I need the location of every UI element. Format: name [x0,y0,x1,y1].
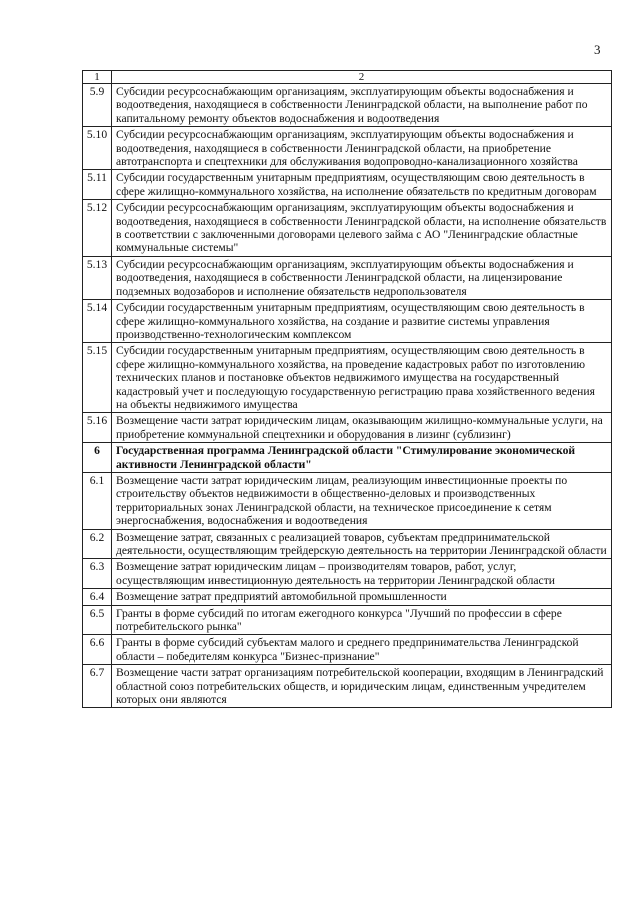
row-text: Гранты в форме субсидий субъектам малого и среднего предпринимательства Ленинградской области – победителям конкурса "Бизнес-признание" [112,635,612,665]
row-text: Субсидии государственным унитарным предприятиям, осуществляющим свою деятельность в сфере жилищно-коммунального хозяйства, на исполнение обязательств по кредитным договорам [112,170,612,200]
table-row [83,300,612,343]
row-number: 6 [83,443,112,473]
table-row [83,170,612,200]
table-body [83,71,612,708]
row-number: 6.2 [83,529,112,559]
table-row [83,127,612,170]
section-row [83,443,612,473]
table-row [83,413,612,443]
table-row [83,605,612,635]
row-text: Возмещение затрат юридическим лицам – производителям товаров, работ, услуг, осуществляющим инвестиционную деятельность на территории Ленинградской области [112,559,612,589]
header-col-text: 2 [112,71,612,84]
row-text: Субсидии ресурсоснабжающим организациям, эксплуатирующим объекты водоснабжения и водоотведения, находящиеся в собственности Ленинградской области, на выполнение работ по капитальному ремонту объектов водоснабжения и водоотведения [112,84,612,127]
row-text: Возмещение части затрат организациям потребительской кооперации, входящим в Ленинградский областной союз потребительских обществ, и юридическим лицам, единственным учредителем которых они являются [112,665,612,708]
row-text: Возмещение части затрат юридическим лицам, оказывающим жилищно-коммунальные услуги, на приобретение коммунальной спецтехники и оборудования в лизинг (сублизинг) [112,413,612,443]
row-number: 5.9 [83,84,112,127]
row-number: 5.15 [83,343,112,413]
row-text: Гранты в форме субсидий по итогам ежегодного конкурса "Лучший по профессии в сфере потребительского рынка" [112,605,612,635]
row-number: 6.7 [83,665,112,708]
table-row [83,559,612,589]
table-row [83,256,612,299]
table-header-row [83,71,612,84]
table-row [83,200,612,257]
table-row [83,665,612,708]
row-text: Субсидии ресурсоснабжающим организациям, эксплуатирующим объекты водоснабжения и водоотведения, находящиеся в собственности Ленинградской области, на исполнение обязательств в соответствии с заключенными договорами целевого займа с АО "Ленинградские областные коммунальные системы" [112,200,612,257]
table-row [83,589,612,605]
row-number: 6.1 [83,472,112,529]
page-number: 3 [594,42,601,57]
table-row [83,635,612,665]
row-text: Субсидии государственным унитарным предприятиям, осуществляющим свою деятельность в сфере жилищно-коммунального хозяйства, на проведение кадастровых работ по изготовлению технических планов и постановке объектов недвижимого имущества на государственный кадастровый учет и последующую государственную регистрацию права хозяйственного ведения на объекты недвижимого имущества [112,343,612,413]
row-number: 6.5 [83,605,112,635]
row-text: Субсидии ресурсоснабжающим организациям, эксплуатирующим объекты водоснабжения и водоотведения, находящиеся в собственности Ленинградской области, на лицензирование подземных водозаборов и исполнение обязательств недропользователя [112,256,612,299]
header-col-number: 1 [83,71,112,84]
row-text: Возмещение затрат предприятий автомобильной промышленности [112,589,612,605]
subsidy-table [82,70,612,708]
row-number: 6.3 [83,559,112,589]
table-row [83,343,612,413]
row-text: Возмещение затрат, связанных с реализацией товаров, субъектам предпринимательской деятельности, осуществляющим трейдерскую деятельность на территории Ленинградской области [112,529,612,559]
row-number: 5.12 [83,200,112,257]
row-number: 5.10 [83,127,112,170]
row-number: 5.11 [83,170,112,200]
row-number: 6.6 [83,635,112,665]
row-number: 5.16 [83,413,112,443]
table-row [83,529,612,559]
row-number: 5.13 [83,256,112,299]
row-text: Субсидии государственным унитарным предприятиям, осуществляющим свою деятельность в сфере жилищно-коммунального хозяйства, на создание и развитие системы управления производственно-технологическим комплексом [112,300,612,343]
row-number: 5.14 [83,300,112,343]
row-text: Возмещение части затрат юридическим лицам, реализующим инвестиционные проекты по строительству объектов недвижимости в общественно-деловых и производственных территориальных зонах Ленинградской области, на техническое присоединение к сетям энергоснабжения, водоснабжения и водоотведения [112,472,612,529]
table-row [83,472,612,529]
row-number: 6.4 [83,589,112,605]
row-text: Государственная программа Ленинградской области "Стимулирование экономической активности Ленинградской области" [112,443,612,473]
table-row [83,84,612,127]
row-text: Субсидии ресурсоснабжающим организациям, эксплуатирующим объекты водоснабжения и водоотведения, находящиеся в собственности Ленинградской области, на приобретение автотранспорта и спецтехники для обслуживания водопроводно-канализационного хозяйства [112,127,612,170]
